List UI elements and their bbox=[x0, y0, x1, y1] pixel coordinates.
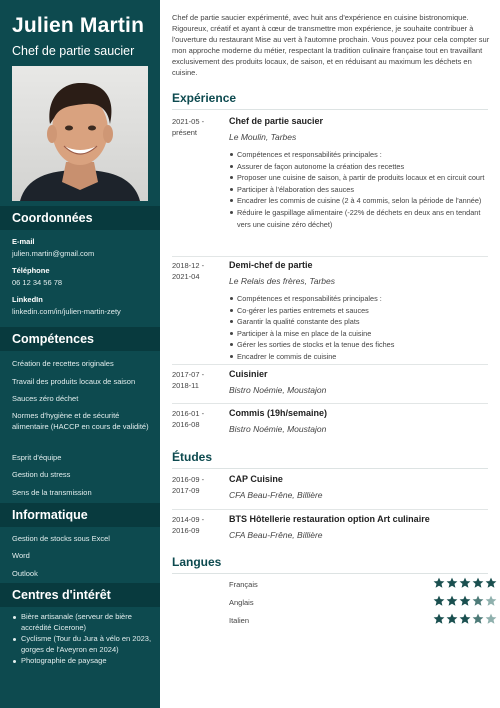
star-icon bbox=[433, 613, 445, 625]
job-bullet: Assurer de façon autonome la création des recettes bbox=[229, 161, 489, 173]
profile-photo bbox=[12, 66, 148, 201]
skill-item: Sens de la transmission bbox=[12, 488, 92, 497]
star-icon bbox=[446, 577, 458, 589]
skills-section-title: Compétences bbox=[0, 327, 160, 351]
job-date: 2018-12 - 2021-04 bbox=[172, 261, 205, 281]
job-place: Le Moulin, Tarbes bbox=[229, 132, 297, 142]
job-bullet: Participer à l'élaboration des sauces bbox=[229, 184, 489, 196]
language-rating bbox=[433, 595, 497, 607]
star-icon bbox=[459, 613, 471, 625]
job-title: Commis (19h/semaine) bbox=[229, 408, 328, 418]
language-name: Français bbox=[229, 580, 258, 589]
skill-item: Travail des produits locaux de saison bbox=[12, 377, 136, 386]
education-date: 2014-09 - 2016-09 bbox=[172, 515, 205, 535]
education-place: CFA Beau-Frêne, Billière bbox=[229, 490, 323, 500]
job-place: Bistro Noémie, Moustajon bbox=[229, 385, 327, 395]
job-bullet: Compétences et responsabilités principales : bbox=[229, 293, 489, 305]
it-item: Outlook bbox=[12, 569, 38, 578]
language-name: Italien bbox=[229, 616, 250, 625]
education-date: 2016-09 - 2017-09 bbox=[172, 475, 205, 495]
star-icon bbox=[472, 595, 484, 607]
interest-item: Cyclisme (Tour du Jura à vélo en 2023, gorges de l'Aveyron en 2024) bbox=[12, 634, 152, 655]
job-date: 2017-07 - 2018-11 bbox=[172, 370, 205, 390]
interest-item: Photographie de paysage bbox=[12, 656, 152, 667]
interests-section-title: Centres d'intérêt bbox=[0, 583, 160, 607]
skill-item: Esprit d'équipe bbox=[12, 453, 62, 462]
skill-item: Normes d'hygiène et de sécurité alimentaire (HACCP en cours de validité) bbox=[12, 411, 149, 431]
phone-value: 06 12 34 56 78 bbox=[12, 278, 63, 287]
divider bbox=[172, 403, 488, 404]
star-icon bbox=[433, 595, 445, 607]
sidebar bbox=[0, 0, 160, 708]
language-name: Anglais bbox=[229, 598, 254, 607]
star-icon bbox=[485, 595, 497, 607]
email-value[interactable]: julien.martin@gmail.com bbox=[12, 249, 95, 258]
job-bullet: Réduire le gaspillage alimentaire (-22% de déchets en deux ans en tendant vers une cuisine zéro déchet) bbox=[229, 207, 489, 230]
candidate-role: Chef de partie saucier bbox=[12, 44, 135, 58]
divider bbox=[172, 256, 488, 257]
linkedin-value[interactable]: linkedin.com/in/julien-martin-zety bbox=[12, 307, 121, 316]
profile-summary: Chef de partie saucier expérimenté, avec huit ans d'expérience en cuisine bistronomique. Rigoureux, créatif et ayant à cœur de transmettre mon expérience, je souhaite contribuer à l'ouverture du restaurant Mise au vert à l'automne prochain. Vous pouvez pour cela compter sur mon approche moderne du métier, respectant la tradition culinaire française tout en travaillant exclusivement des produits locaux, de saison, et en réduisant au maximum les déchets en cuisine. bbox=[172, 13, 490, 77]
star-icon bbox=[459, 577, 471, 589]
star-icon bbox=[446, 595, 458, 607]
job-bullet: Compétences et responsabilités principales : bbox=[229, 149, 489, 161]
star-icon bbox=[446, 613, 458, 625]
skill-item: Création de recettes originales bbox=[12, 359, 114, 368]
job-place: Le Relais des frères, Tarbes bbox=[229, 276, 335, 286]
star-icon bbox=[485, 613, 497, 625]
star-icon bbox=[472, 577, 484, 589]
star-icon bbox=[459, 595, 471, 607]
email-label: E-mail bbox=[12, 237, 35, 246]
job-bullet: Garantir la qualité constante des plats bbox=[229, 316, 489, 328]
education-place: CFA Beau-Frêne, Billière bbox=[229, 530, 323, 540]
contact-section-title: Coordonnées bbox=[0, 206, 160, 230]
linkedin-label: LinkedIn bbox=[12, 295, 43, 304]
job-bullets bbox=[229, 149, 489, 230]
it-section-title: Informatique bbox=[0, 503, 160, 527]
education-title: CAP Cuisine bbox=[229, 474, 283, 484]
star-icon bbox=[433, 577, 445, 589]
job-date: 2016-01 - 2016-08 bbox=[172, 409, 205, 429]
star-icon bbox=[485, 577, 497, 589]
job-bullets bbox=[229, 293, 489, 363]
phone-label: Téléphone bbox=[12, 266, 50, 275]
divider bbox=[172, 364, 488, 365]
skill-item: Sauces zéro déchet bbox=[12, 394, 79, 403]
job-bullet: Proposer une cuisine de saison, à partir de produits locaux et en circuit court bbox=[229, 172, 489, 184]
job-bullet: Encadrer le commis de cuisine bbox=[229, 351, 489, 363]
education-title: BTS Hôtellerie restauration option Art culinaire bbox=[229, 514, 430, 524]
experience-section-title: Expérience bbox=[172, 91, 488, 110]
interest-item: Bière artisanale (serveur de bière accrédité Cicerone) bbox=[12, 612, 152, 633]
job-title: Cuisinier bbox=[229, 369, 268, 379]
job-title: Demi-chef de partie bbox=[229, 260, 313, 270]
job-bullet: Gérer les sorties de stocks et la tenue des fiches bbox=[229, 339, 489, 351]
job-bullet: Participer à la mise en place de la cuisine bbox=[229, 328, 489, 340]
language-rating bbox=[433, 613, 497, 625]
it-item: Word bbox=[12, 551, 30, 560]
it-item: Gestion de stocks sous Excel bbox=[12, 534, 110, 543]
star-icon bbox=[472, 613, 484, 625]
interests-list bbox=[12, 612, 152, 668]
languages-section-title: Langues bbox=[172, 555, 488, 574]
job-title: Chef de partie saucier bbox=[229, 116, 324, 126]
job-date: 2021-05 - présent bbox=[172, 117, 205, 137]
job-bullet: Co-gérer les parties entremets et sauces bbox=[229, 305, 489, 317]
education-section-title: Études bbox=[172, 450, 488, 469]
divider bbox=[172, 509, 488, 510]
job-place: Bistro Noémie, Moustajon bbox=[229, 424, 327, 434]
job-bullet: Encadrer les commis de cuisine (2 à 4 commis, selon la période de l'année) bbox=[229, 195, 489, 207]
skill-item: Gestion du stress bbox=[12, 470, 71, 479]
language-rating bbox=[433, 577, 497, 589]
main-content bbox=[160, 0, 500, 708]
candidate-name: Julien Martin bbox=[12, 14, 145, 37]
